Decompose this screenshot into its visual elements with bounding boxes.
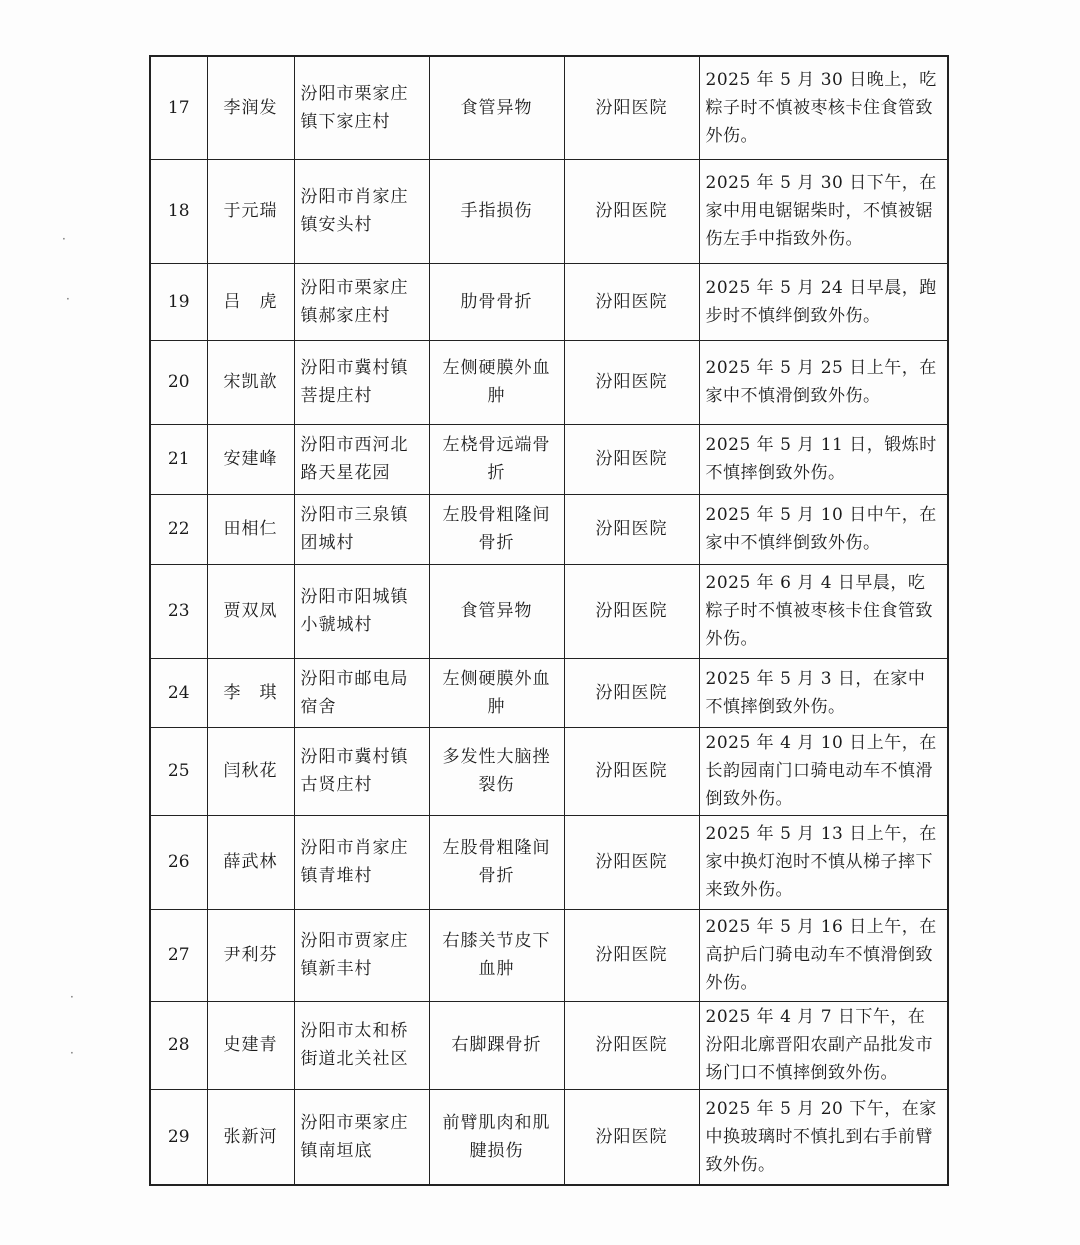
patient-name-cell: 薛武林 bbox=[207, 815, 294, 909]
row-number-cell: 20 bbox=[150, 340, 207, 424]
patient-address-cell: 汾阳市冀村镇菩提庄村 bbox=[294, 340, 429, 424]
row-number-cell: 17 bbox=[150, 56, 207, 159]
hospital-cell: 汾阳医院 bbox=[564, 340, 699, 424]
hospital-cell: 汾阳医院 bbox=[564, 658, 699, 727]
patient-name-cell: 安建峰 bbox=[207, 424, 294, 494]
row-number-cell: 25 bbox=[150, 727, 207, 815]
table-row bbox=[150, 815, 948, 909]
incident-description-cell: 2025 年 5 月 11 日，锻炼时不慎摔倒致外伤。 bbox=[699, 424, 948, 494]
patient-address-cell: 汾阳市肖家庄镇安头村 bbox=[294, 159, 429, 263]
hospital-cell: 汾阳医院 bbox=[564, 564, 699, 658]
row-number-cell: 28 bbox=[150, 1001, 207, 1089]
diagnosis-cell: 肋骨骨折 bbox=[429, 263, 564, 340]
patient-name-cell: 史建青 bbox=[207, 1001, 294, 1089]
incident-description-cell: 2025 年 4 月 10 日上午，在长韵园南门口骑电动车不慎滑倒致外伤。 bbox=[699, 727, 948, 815]
diagnosis-cell: 食管异物 bbox=[429, 564, 564, 658]
incident-description-cell: 2025 年 5 月 10 日中午，在家中不慎绊倒致外伤。 bbox=[699, 494, 948, 564]
patient-address-cell: 汾阳市栗家庄镇下家庄村 bbox=[294, 56, 429, 159]
row-number-cell: 29 bbox=[150, 1089, 207, 1185]
hospital-cell: 汾阳医院 bbox=[564, 159, 699, 263]
table-row bbox=[150, 1089, 948, 1185]
row-number-cell: 26 bbox=[150, 815, 207, 909]
diagnosis-cell: 多发性大脑挫裂伤 bbox=[429, 727, 564, 815]
table-row bbox=[150, 263, 948, 340]
diagnosis-cell: 左桡骨远端骨折 bbox=[429, 424, 564, 494]
incident-description-cell: 2025 年 5 月 24 日早晨，跑步时不慎绊倒致外伤。 bbox=[699, 263, 948, 340]
table-row bbox=[150, 56, 948, 159]
table-row bbox=[150, 424, 948, 494]
hospital-cell: 汾阳医院 bbox=[564, 815, 699, 909]
scan-speck: · bbox=[70, 990, 74, 1004]
scan-speck: · bbox=[70, 1046, 74, 1060]
incident-description-cell: 2025 年 6 月 4 日早晨，吃粽子时不慎被枣核卡住食管致外伤。 bbox=[699, 564, 948, 658]
table-row bbox=[150, 727, 948, 815]
hospital-cell: 汾阳医院 bbox=[564, 909, 699, 1001]
row-number-cell: 23 bbox=[150, 564, 207, 658]
row-number-cell: 18 bbox=[150, 159, 207, 263]
hospital-cell: 汾阳医院 bbox=[564, 727, 699, 815]
patient-name-cell: 李 琪 bbox=[207, 658, 294, 727]
patient-address-cell: 汾阳市三泉镇团城村 bbox=[294, 494, 429, 564]
patient-address-cell: 汾阳市邮电局宿舍 bbox=[294, 658, 429, 727]
table-row bbox=[150, 564, 948, 658]
table-body bbox=[150, 56, 948, 1185]
patient-name-cell: 吕 虎 bbox=[207, 263, 294, 340]
row-number-cell: 24 bbox=[150, 658, 207, 727]
row-number-cell: 22 bbox=[150, 494, 207, 564]
patient-name-cell: 李润发 bbox=[207, 56, 294, 159]
patient-address-cell: 汾阳市太和桥街道北关社区 bbox=[294, 1001, 429, 1089]
incident-description-cell: 2025 年 5 月 20 下午，在家中换玻璃时不慎扎到右手前臂致外伤。 bbox=[699, 1089, 948, 1185]
hospital-cell: 汾阳医院 bbox=[564, 263, 699, 340]
row-number-cell: 27 bbox=[150, 909, 207, 1001]
patient-name-cell: 田相仁 bbox=[207, 494, 294, 564]
diagnosis-cell: 左股骨粗隆间骨折 bbox=[429, 815, 564, 909]
table-row bbox=[150, 1001, 948, 1089]
scan-speck: · bbox=[62, 232, 66, 246]
table-row bbox=[150, 159, 948, 263]
table-row bbox=[150, 658, 948, 727]
table-row bbox=[150, 494, 948, 564]
diagnosis-cell: 食管异物 bbox=[429, 56, 564, 159]
patient-name-cell: 尹利芬 bbox=[207, 909, 294, 1001]
incident-description-cell: 2025 年 4 月 7 日下午，在汾阳北廓晋阳农副产品批发市场门口不慎摔倒致外伤。 bbox=[699, 1001, 948, 1089]
incident-description-cell: 2025 年 5 月 30 日晚上，吃粽子时不慎被枣核卡住食管致外伤。 bbox=[699, 56, 948, 159]
patient-address-cell: 汾阳市西河北路天星花园 bbox=[294, 424, 429, 494]
diagnosis-cell: 右脚踝骨折 bbox=[429, 1001, 564, 1089]
injury-roster-table bbox=[149, 55, 949, 1186]
patient-address-cell: 汾阳市冀村镇古贤庄村 bbox=[294, 727, 429, 815]
incident-description-cell: 2025 年 5 月 16 日上午，在高护后门骑电动车不慎滑倒致外伤。 bbox=[699, 909, 948, 1001]
patient-name-cell: 贾双凤 bbox=[207, 564, 294, 658]
diagnosis-cell: 右膝关节皮下血肿 bbox=[429, 909, 564, 1001]
patient-name-cell: 张新河 bbox=[207, 1089, 294, 1185]
table-row bbox=[150, 909, 948, 1001]
hospital-cell: 汾阳医院 bbox=[564, 56, 699, 159]
diagnosis-cell: 手指损伤 bbox=[429, 159, 564, 263]
incident-description-cell: 2025 年 5 月 13 日上午，在家中换灯泡时不慎从梯子摔下来致外伤。 bbox=[699, 815, 948, 909]
incident-description-cell: 2025 年 5 月 30 日下午，在家中用电锯锯柴时，不慎被锯伤左手中指致外伤。 bbox=[699, 159, 948, 263]
row-number-cell: 19 bbox=[150, 263, 207, 340]
hospital-cell: 汾阳医院 bbox=[564, 1089, 699, 1185]
diagnosis-cell: 左股骨粗隆间骨折 bbox=[429, 494, 564, 564]
patient-name-cell: 宋凯歆 bbox=[207, 340, 294, 424]
patient-name-cell: 于元瑞 bbox=[207, 159, 294, 263]
hospital-cell: 汾阳医院 bbox=[564, 424, 699, 494]
diagnosis-cell: 左侧硬膜外血肿 bbox=[429, 340, 564, 424]
table-row bbox=[150, 340, 948, 424]
hospital-cell: 汾阳医院 bbox=[564, 1001, 699, 1089]
scan-speck: · bbox=[66, 292, 70, 306]
incident-description-cell: 2025 年 5 月 25 日上午，在家中不慎滑倒致外伤。 bbox=[699, 340, 948, 424]
patient-address-cell: 汾阳市栗家庄镇南垣底 bbox=[294, 1089, 429, 1185]
diagnosis-cell: 前臂肌肉和肌腱损伤 bbox=[429, 1089, 564, 1185]
row-number-cell: 21 bbox=[150, 424, 207, 494]
patient-address-cell: 汾阳市肖家庄镇青堆村 bbox=[294, 815, 429, 909]
incident-description-cell: 2025 年 5 月 3 日，在家中不慎摔倒致外伤。 bbox=[699, 658, 948, 727]
patient-address-cell: 汾阳市栗家庄镇郝家庄村 bbox=[294, 263, 429, 340]
patient-address-cell: 汾阳市阳城镇小虢城村 bbox=[294, 564, 429, 658]
diagnosis-cell: 左侧硬膜外血肿 bbox=[429, 658, 564, 727]
patient-address-cell: 汾阳市贾家庄镇新丰村 bbox=[294, 909, 429, 1001]
hospital-cell: 汾阳医院 bbox=[564, 494, 699, 564]
patient-name-cell: 闫秋花 bbox=[207, 727, 294, 815]
